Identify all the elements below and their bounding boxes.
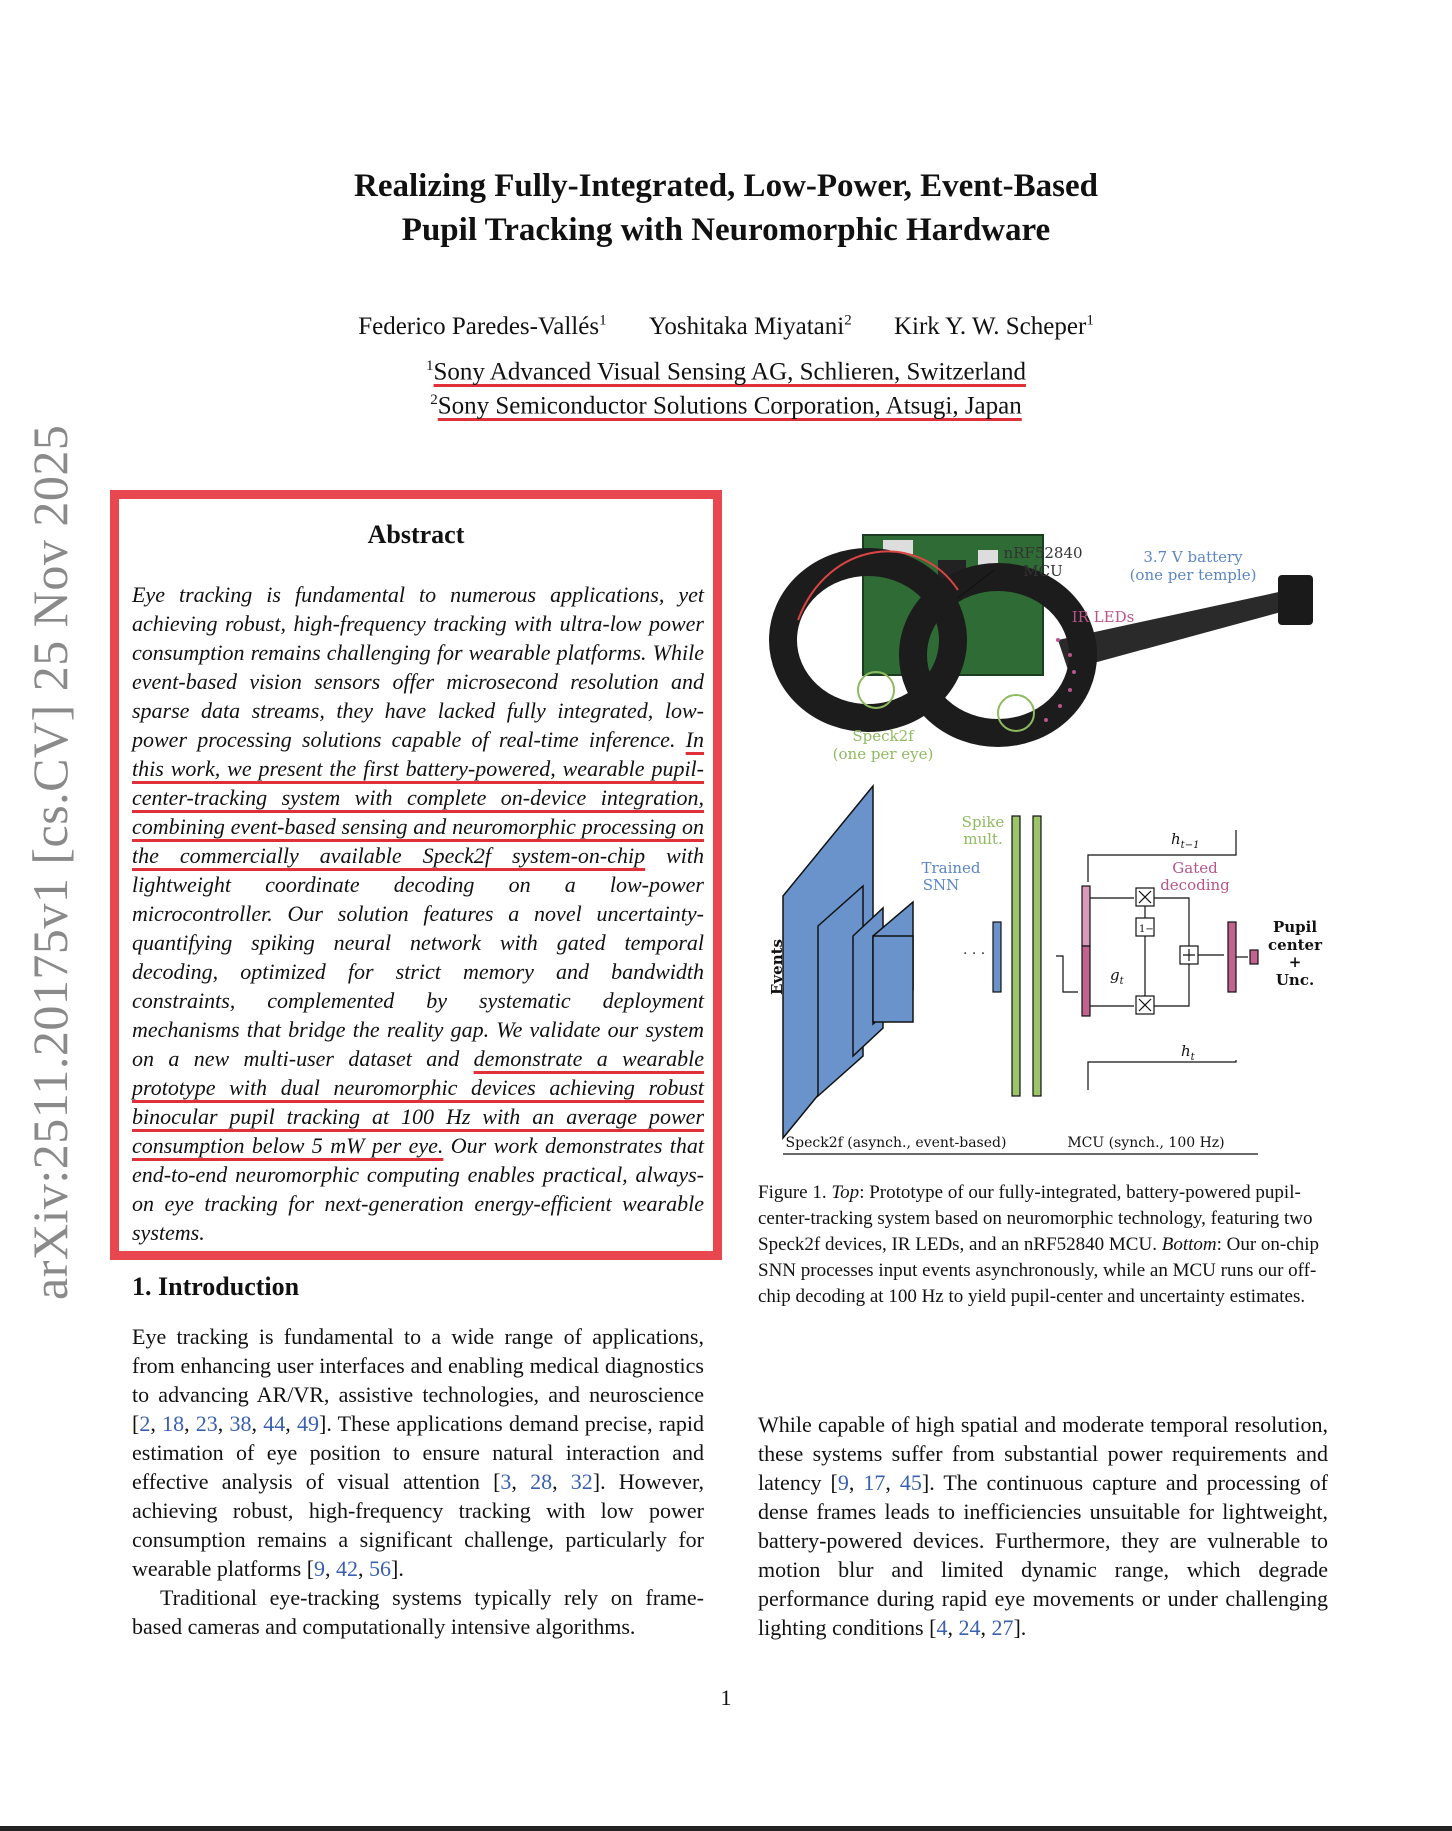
label-gated: Gated [1172,859,1218,877]
label-speck-2: (one per eye) [832,745,934,763]
figure-1-caption: Figure 1. Top: Prototype of our fully-integrated, battery-powered pupil-center-tracking system based on neuromorphic technology, featuring two Speck2f devices, IR LEDs, and an nRF52840 MCU. Bottom: Our on-chip SNN processes input events asynchronously, while an MCU runs our off-chip decoding at 100 Hz to yield pupil-center and uncertainty estimates. [758,1182,1319,1307]
label-g-t: $g_t$ [1110,966,1124,987]
citation-link[interactable]: 4 [936,1615,948,1640]
citation-link[interactable]: 23 [195,1411,218,1436]
label-trained: Trained [921,859,981,877]
label-gated-2: decoding [1160,876,1230,894]
citation-link[interactable]: 56 [369,1556,392,1581]
affiliation-2: $^2$Sony Semiconductor Solutions Corporation, Atsugi, Japan [430,392,1022,420]
label-mcu: nRF52840 [1003,544,1083,562]
affiliation-1: $^1$Sony Advanced Visual Sensing AG, Schlieren, Switzerland [426,358,1026,386]
paper-title [200,164,1252,252]
citation-link[interactable]: 2 [139,1411,151,1436]
label-battery: 3.7 V battery [1143,548,1243,566]
figure-1 [758,520,1328,1160]
author-1: Federico Paredes-Vallés$^1$ [358,313,607,341]
intro-paragraph-2: Traditional eye-tracking systems typically rely on frame-based cameras and computationally intensive algorithms. [132,1585,704,1639]
ellipsis: · · · [963,946,986,962]
label-events: Events [768,939,786,995]
abstract-text-3: Our work demonstrates that end-to-end neuromorphic computing enables practical, always-on eye tracking for next-generation energy-efficient wearable systems. [132,1133,705,1245]
label-pupil-4: Unc. [1275,971,1315,989]
citation-link[interactable]: 32 [570,1469,593,1494]
arxiv-side-label: arXiv:2511.20175v1 [cs.CV] 25 Nov 2025 [22,424,78,1300]
citation-link[interactable]: 9 [837,1470,849,1495]
pupil-output [1250,950,1258,964]
citation-link[interactable]: 3 [500,1469,512,1494]
citation-link[interactable]: 44 [263,1411,286,1436]
introduction-body [132,1322,704,1641]
citation-link[interactable]: 42 [336,1556,359,1581]
spike-bar-1 [1012,816,1020,1096]
gate-input [1082,946,1090,1016]
affiliation-2-text: Sony Semiconductor Solutions Corporation, Atsugi, Japan [437,392,1022,420]
title-line-2: Pupil Tracking with Neuromorphic Hardware [401,212,1051,248]
citation-link[interactable]: 24 [958,1615,981,1640]
label-trained-2: SNN [922,876,960,894]
abstract-text-2: with lightweight coordinate decoding on a low-power microcontroller. Our solution features a novel uncertainty-quantifying spiking neural network with gated temporal decoding, optimized for strict memory and bandwidth constraints, complemented by systematic deployment mechanisms that bridge the reality gap. We validate our system on a new multi-user dataset and [132,843,704,1071]
snn-layer-3-front [873,936,913,1022]
bottom-rule [0,1826,1452,1831]
citation-link[interactable]: 9 [314,1556,326,1581]
citation-link[interactable]: 38 [229,1411,252,1436]
author-3: Kirk Y. W. Scheper$^1$ [893,313,1094,341]
intro-paragraph-1: Eye tracking is fundamental to a wide range of applications, from enhancing user interfaces and enabling medical diagnostics to advancing AR/VR, assistive technologies, and neuroscience [2, 18, 23, 38, 44, 49]. These applications demand precise, rapid estimation of eye position to ensure natural interaction and effective analysis of visual attention [3, 28, 32]. However, achieving robust, high-frequency tracking with low power consumption remains a significant challenge, particularly for wearable platforms [9, 42, 56]. [132,1324,705,1581]
label-h-t: $h_t$ [1181,1042,1195,1063]
author-2: Yoshitaka Miyatani$^2$ [648,313,852,341]
right-column-body [758,1410,1328,1642]
page-number: 1 [720,1685,732,1710]
citation-link[interactable]: 18 [162,1411,185,1436]
citation-link[interactable]: 49 [297,1411,319,1436]
citation-link[interactable]: 27 [991,1615,1014,1640]
affiliation-1-text: Sony Advanced Visual Sensing AG, Schlieren, Switzerland [433,358,1026,386]
abstract-underlined-2: demonstrate a wearable prototype with dual neuromorphic devices achieving robust binocular pupil tracking at 100 Hz with an average power consumption below 5 mW per eye. [132,1046,704,1158]
label-axis-speck: Speck2f (asynch., event-based) [785,1135,1007,1151]
speck-marker-left [858,672,894,708]
label-axis-mcu: MCU (synch., 100 Hz) [1067,1135,1225,1151]
citation-link[interactable]: 17 [863,1470,886,1495]
abstract-underlined-1: In this work, we present the first battery-powered, wearable pupil-center-tracking system with complete on-device integration, combining event-based sensing and neuromorphic processing on the commercially available Speck2f system-on-chip [132,727,704,868]
label-spike-2: mult. [963,830,1003,848]
abstract-body [132,580,704,1247]
abstract-text-1: Eye tracking is fundamental to numerous applications, yet achieving robust, high-frequency tracking with ultra-low power consumption remains challenging for wearable platforms. While event-based vision sensors offer microsecond resolution and sparse data streams, they have lacked fully integrated, low-power processing solutions capable of real-time inference. [132,582,704,752]
label-pupil-2: center [1268,936,1322,954]
architecture-diagram [768,786,1323,1154]
label-pupil-3: + [1288,953,1302,971]
spike-bar-2 [1033,816,1041,1096]
battery-pod [1278,575,1313,625]
label-mcu-2: MCU [1023,562,1063,580]
label-pupil: Pupil [1272,918,1318,936]
snn-output-layer [993,922,1001,992]
label-speck: Speck2f [852,727,914,745]
section-heading-introduction: 1. Introduction [132,1272,300,1301]
abstract-heading: Abstract [367,520,465,549]
label-ir-leds: IR LEDs [1071,608,1135,626]
title-line-1: Realizing Fully-Integrated, Low-Power, Event-Based [354,168,1098,204]
citation-link[interactable]: 28 [530,1469,553,1494]
citation-link[interactable]: 45 [899,1470,922,1495]
one-minus-label: 1− [1139,924,1154,935]
author-list [200,305,1252,343]
label-spike: Spike [961,813,1005,831]
label-h-prev: $h_{t-1}$ [1171,830,1200,851]
gate-input-light [1082,886,1090,946]
right-paragraph: While capable of high spatial and moderate temporal resolution, these systems suffer from substantial power requirements and latency [9, 17, 45]. The continuous capture and processing of dense frames leads to inefficiencies unsuitable for lightweight, battery-powered devices. Furthermore, they are vulnerable to motion blur and limited dynamic range, which degrade performance during rapid eye movements or under challenging lighting conditions [4, 24, 27]. [758,1412,1329,1640]
decoder-output-layer [1228,922,1236,992]
label-battery-2: (one per temple) [1129,566,1257,584]
